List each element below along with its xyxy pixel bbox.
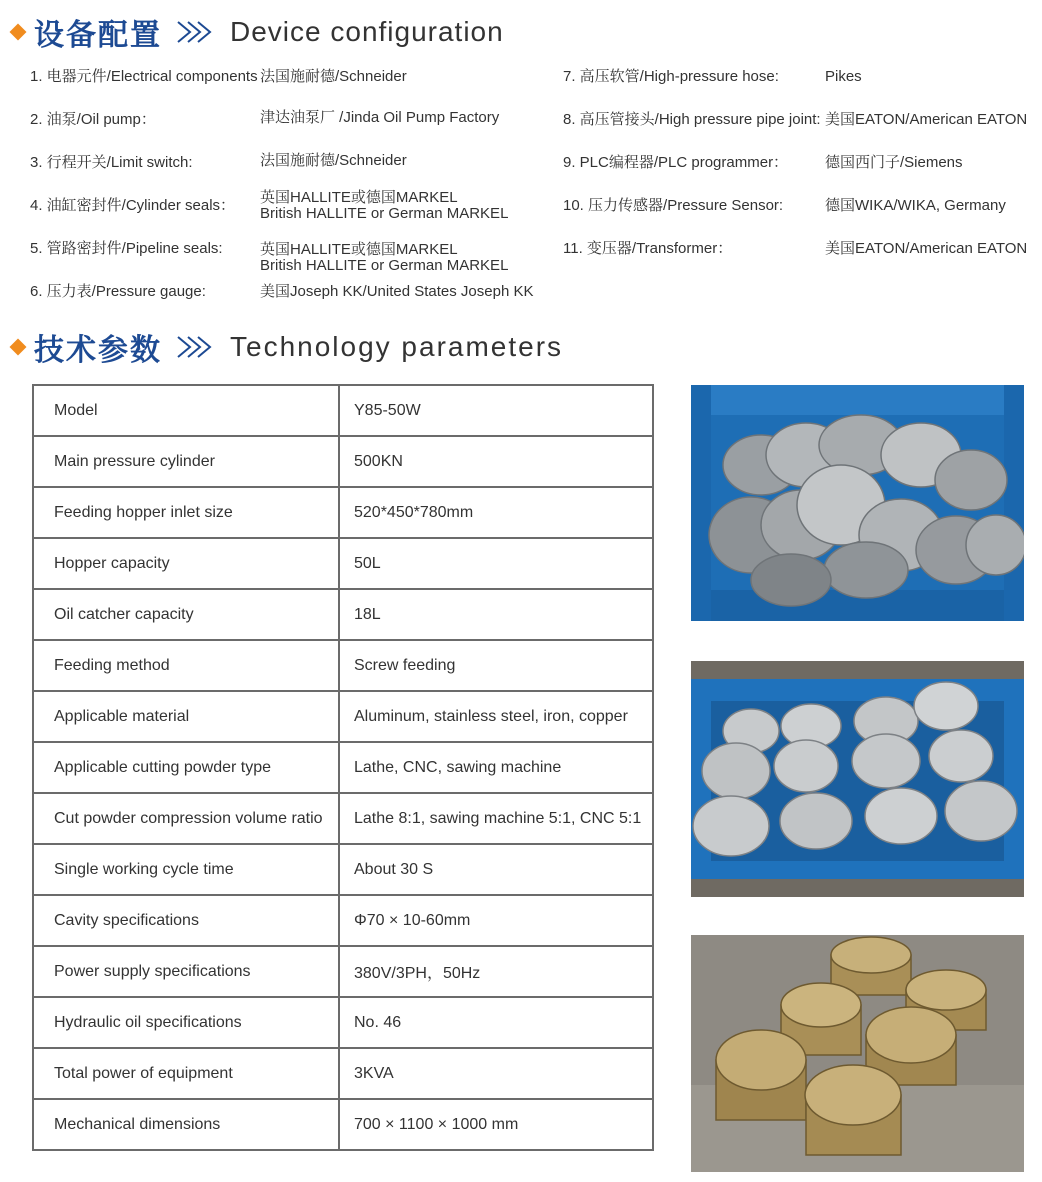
double-chevron-icon: [176, 335, 218, 359]
config-value: 德国西门子/Siemens: [825, 154, 963, 171]
table-row: [33, 946, 653, 997]
param-value: Aluminum, stainless steel, iron, copper: [339, 691, 653, 742]
config-label: 7. 高压软管/High-pressure hose:: [563, 68, 779, 85]
param-value: Lathe, CNC, sawing machine: [339, 742, 653, 793]
param-value: 50L: [339, 538, 653, 589]
tech-params-heading: [6, 327, 563, 367]
param-name: Power supply specifications: [33, 946, 339, 997]
param-value: 3KVA: [339, 1048, 653, 1099]
photo-brass-briquettes: [691, 935, 1024, 1172]
table-row: [33, 385, 653, 436]
param-name: Single working cycle time: [33, 844, 339, 895]
table-row: [33, 487, 653, 538]
config-label: 3. 行程开关/Limit switch:: [30, 154, 193, 171]
param-value: Screw feeding: [339, 640, 653, 691]
config-value: 法国施耐德/Schneider: [260, 152, 407, 169]
config-label: 5. 管路密封件/Pipeline seals:: [30, 240, 223, 257]
param-name: Mechanical dimensions: [33, 1099, 339, 1150]
config-label: 2. 油泵/Oil pump：: [30, 111, 156, 128]
config-value-line2: British HALLITE or German MARKEL: [260, 205, 509, 222]
table-row: [33, 1099, 653, 1150]
param-name: Cavity specifications: [33, 895, 339, 946]
config-value: Pikes: [825, 68, 862, 85]
device-config-title-cn: 设备配置: [34, 18, 162, 53]
config-label: 6. 压力表/Pressure gauge:: [30, 283, 206, 300]
param-value: No. 46: [339, 997, 653, 1048]
param-name: Feeding method: [33, 640, 339, 691]
param-name: Applicable cutting powder type: [33, 742, 339, 793]
config-value-line1: 英国HALLITE或德国MARKEL: [260, 241, 458, 258]
table-row: [33, 1048, 653, 1099]
config-value: 德国WIKA/WIKA, Germany: [825, 197, 1006, 214]
param-value: About 30 S: [339, 844, 653, 895]
config-label: 4. 油缸密封件/Cylinder seals：: [30, 197, 236, 214]
param-value: 380V/3PH，50Hz: [339, 946, 653, 997]
param-name: Oil catcher capacity: [33, 589, 339, 640]
tech-params-title-en: Technology parameters: [230, 331, 564, 362]
table-row: [33, 640, 653, 691]
config-value-line1: 英国HALLITE或德国MARKEL: [260, 189, 458, 206]
config-label: 1. 电器元件/Electrical components: [30, 68, 258, 85]
param-name: Applicable material: [33, 691, 339, 742]
param-name: Feeding hopper inlet size: [33, 487, 339, 538]
param-value: Lathe 8:1, sawing machine 5:1, CNC 5:1: [339, 793, 653, 844]
config-label: 9. PLC编程器/PLC programmer：: [563, 154, 789, 171]
config-value: 法国施耐德/Schneider: [260, 68, 407, 85]
table-row: [33, 436, 653, 487]
param-name: Model: [33, 385, 339, 436]
table-row: [33, 793, 653, 844]
param-name: Total power of equipment: [33, 1048, 339, 1099]
param-value: Y85-50W: [339, 385, 653, 436]
param-name: Main pressure cylinder: [33, 436, 339, 487]
config-value: 美国EATON/American EATON: [825, 111, 1028, 128]
config-label: 10. 压力传感器/Pressure Sensor:: [563, 197, 784, 214]
table-row: [33, 589, 653, 640]
param-value: Φ70 × 10-60mm: [339, 895, 653, 946]
diamond-bullet-icon: [10, 24, 27, 41]
param-name: Hydraulic oil specifications: [33, 997, 339, 1048]
param-value: 18L: [339, 589, 653, 640]
table-row: [33, 997, 653, 1048]
diamond-bullet-icon: [10, 339, 27, 356]
photo-aluminum-pucks-crate: [691, 385, 1024, 621]
table-row: [33, 691, 653, 742]
param-value: 700 × 1100 × 1000 mm: [339, 1099, 653, 1150]
spec-table: [32, 384, 654, 1151]
device-config-heading: [6, 12, 504, 52]
config-label: 11. 变压器/Transformer：: [563, 240, 733, 257]
table-row: [33, 538, 653, 589]
double-chevron-icon: [176, 20, 218, 44]
table-row: [33, 844, 653, 895]
config-label: 8. 高压管接头/High pressure pipe joint:: [563, 111, 821, 128]
device-config-title-en: Device configuration: [230, 16, 504, 47]
param-value: 500KN: [339, 436, 653, 487]
param-name: Cut powder compression volume ratio: [33, 793, 339, 844]
param-value: 520*450*780mm: [339, 487, 653, 538]
config-value: 美国EATON/American EATON: [825, 240, 1028, 257]
tech-params-title-cn: 技术参数: [34, 333, 162, 368]
config-value: 美国Joseph KK/United States Joseph KK: [260, 283, 534, 300]
param-name: Hopper capacity: [33, 538, 339, 589]
table-row: [33, 742, 653, 793]
config-value-line2: British HALLITE or German MARKEL: [260, 257, 509, 274]
photo-briquettes-crate: [691, 661, 1024, 897]
config-value: 津达油泵厂 /Jinda Oil Pump Factory: [260, 109, 500, 126]
table-row: [33, 895, 653, 946]
